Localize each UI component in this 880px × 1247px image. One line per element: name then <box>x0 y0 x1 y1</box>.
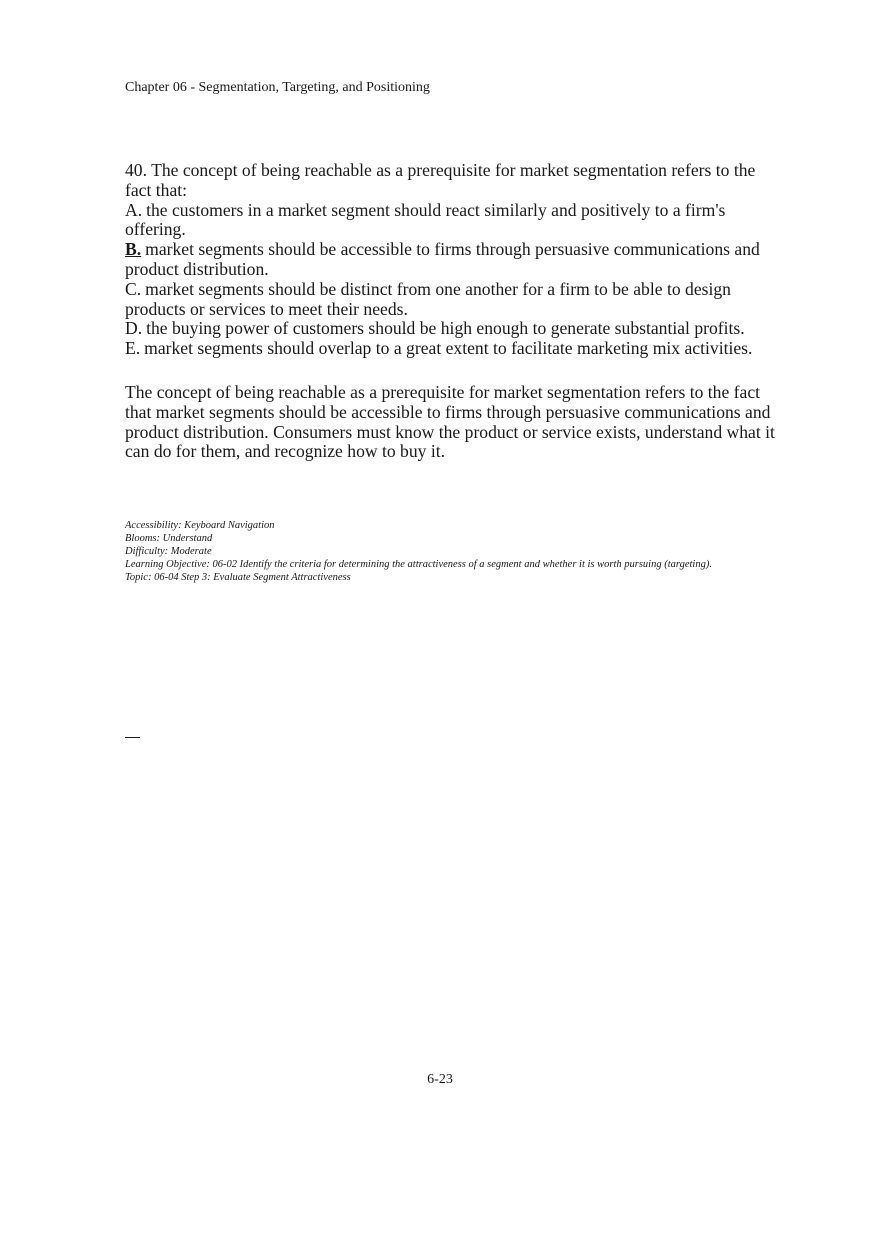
option-d <box>125 319 785 339</box>
option-b-correct <box>125 240 785 280</box>
option-a <box>125 201 785 241</box>
option-a-text: the customers in a market segment should react similarly and positively to a firm's offering. <box>125 199 726 240</box>
option-d-letter: D. <box>125 318 143 339</box>
meta-difficulty: Difficulty: Moderate <box>125 545 212 557</box>
option-c <box>125 280 785 320</box>
question-metadata <box>125 520 825 585</box>
option-d-text: the buying power of customers should be high enough to generate substantial profits. <box>146 318 745 339</box>
option-e <box>125 339 785 359</box>
question-block <box>125 161 785 359</box>
option-c-letter: C. <box>125 278 142 299</box>
page-number: 6-23 <box>427 1072 453 1087</box>
option-b-text: market segments should be accessible to firms through persuasive communications and product distribution. <box>125 239 760 279</box>
question-stem: 40. The concept of being reachable as a prerequisite for market segmentation refers to the fact that: <box>125 160 756 200</box>
meta-topic: Topic: 06-04 Step 3: Evaluate Segment Attractiveness <box>125 571 351 583</box>
meta-accessibility: Accessibility: Keyboard Navigation <box>125 520 275 531</box>
option-a-letter: A. <box>125 199 143 220</box>
chapter-header: Chapter 06 - Segmentation, Targeting, and Positioning <box>125 80 430 95</box>
option-e-text: market segments should overlap to a great extent to facilitate marketing mix activities. <box>144 338 753 359</box>
option-b-letter: B. <box>125 239 142 260</box>
answer-explanation: The concept of being reachable as a prerequisite for market segmentation refers to the fact that market segments should be accessible to firms through persuasive communications and product distribution. Consumers must know the product or service exists, understand what it can do for them, and recognize how to buy it. <box>125 382 775 462</box>
meta-blooms: Blooms: Understand <box>125 532 213 544</box>
option-e-letter: E. <box>125 338 141 359</box>
footnote-divider <box>125 737 140 738</box>
option-c-text: market segments should be distinct from one another for a firm to be able to design products or services to meet their needs. <box>125 278 731 319</box>
meta-learning-objective: Learning Objective: 06-02 Identify the criteria for determining the attractiveness of a segment and whether it is worth pursuing (targeting). <box>125 558 712 570</box>
